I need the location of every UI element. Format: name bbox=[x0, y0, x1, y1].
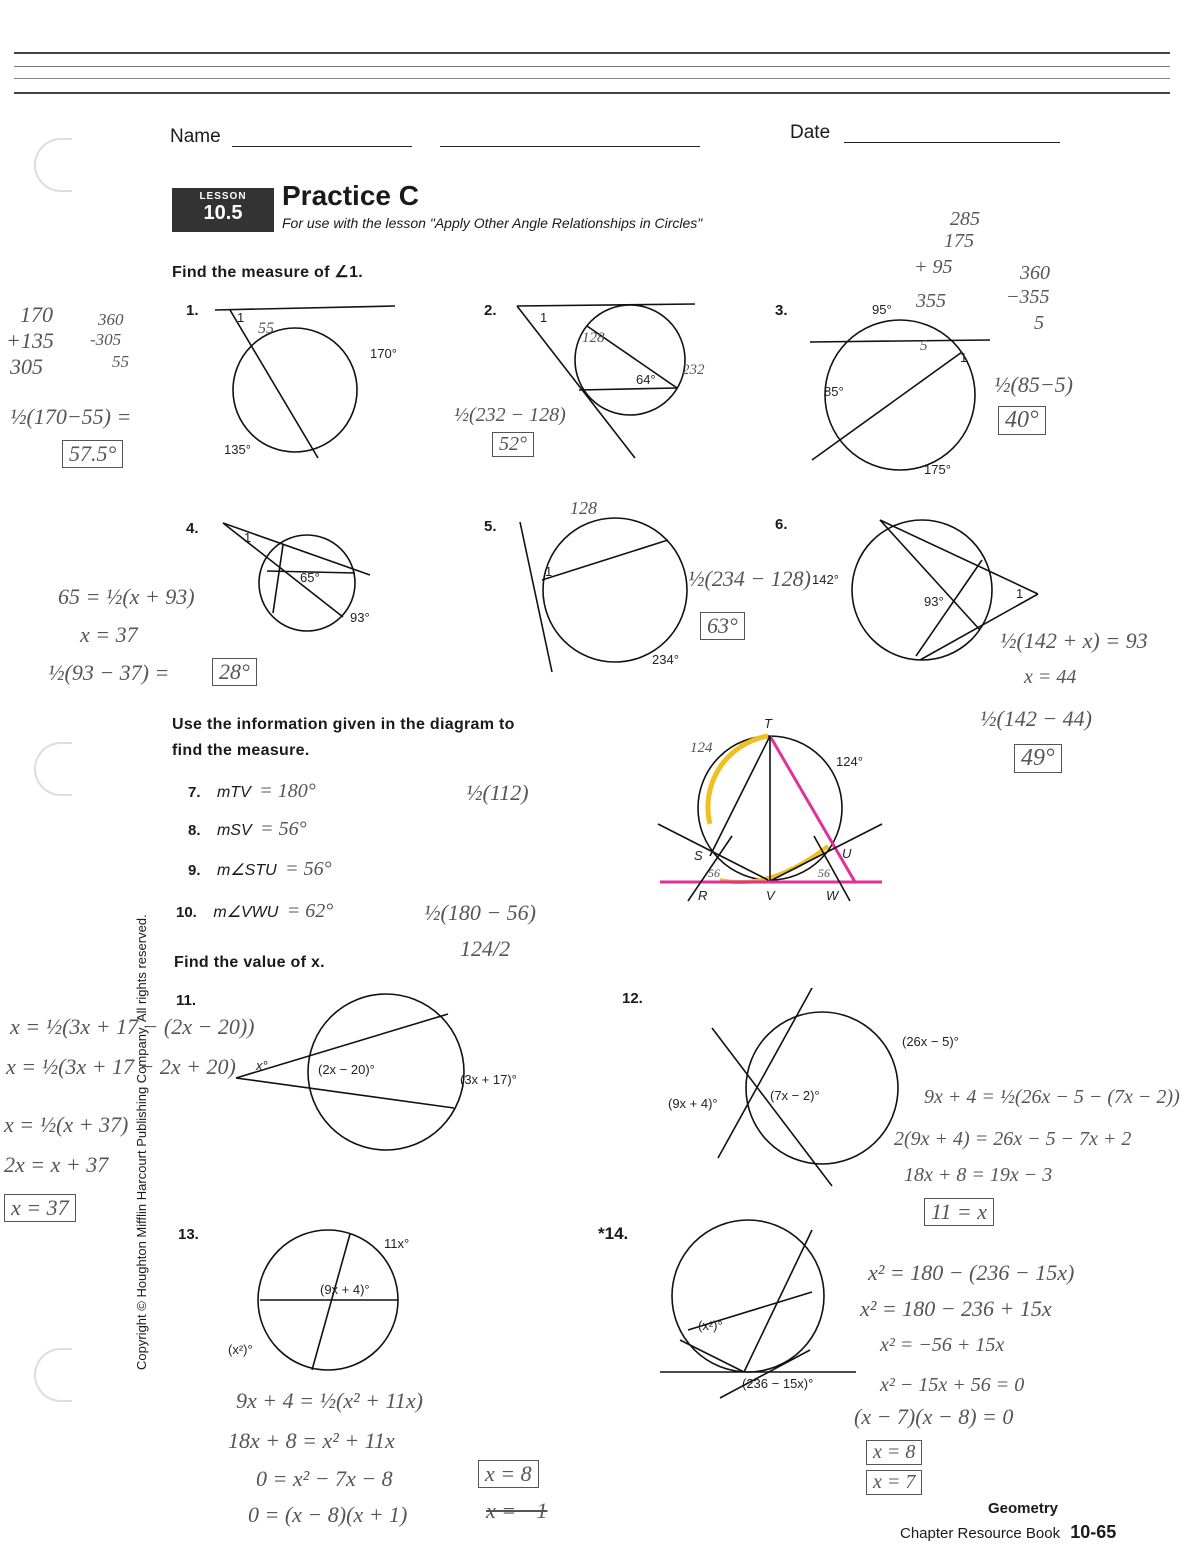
handwritten-note: +135 bbox=[6, 328, 54, 353]
handwritten-note: 9x + 4 = ½(x² + 11x) bbox=[236, 1388, 423, 1413]
handwritten-note: ½(142 + x) = 93 bbox=[1000, 628, 1148, 653]
handwritten-answer: = 62° bbox=[286, 900, 334, 922]
handwritten-note: 124 bbox=[690, 740, 713, 756]
question-number: 7. bbox=[188, 784, 201, 801]
name-field[interactable] bbox=[232, 146, 412, 147]
question-row bbox=[188, 780, 316, 803]
binder-hole bbox=[34, 138, 72, 192]
arc-label: 175° bbox=[924, 462, 951, 477]
handwritten-note: 18x + 8 = x² + 11x bbox=[228, 1428, 395, 1453]
arc-label: (7x − 2)° bbox=[770, 1088, 820, 1103]
arc-label: (x²)° bbox=[228, 1342, 253, 1357]
lesson-number: 10.5 bbox=[203, 202, 243, 224]
handwritten-note: 355 bbox=[916, 290, 946, 312]
arc-label: (2x − 20)° bbox=[318, 1062, 375, 1077]
arc-label: 95° bbox=[872, 302, 892, 317]
page-title: Practice C bbox=[282, 180, 419, 211]
handwritten-note: 128 bbox=[570, 498, 597, 518]
angle-label: 1 bbox=[545, 564, 553, 579]
arc-label: 124° bbox=[836, 754, 863, 769]
arc-label: (x²)° bbox=[698, 1318, 723, 1333]
name-label: Name bbox=[170, 126, 221, 147]
problem14-figure bbox=[660, 1210, 880, 1400]
angle-label: 1 bbox=[540, 310, 548, 325]
handwritten-answer: 40° bbox=[998, 406, 1046, 435]
question-label: mSV bbox=[216, 822, 252, 839]
page-subtitle: For use with the lesson "Apply Other Angle Relationships in Circles" bbox=[282, 215, 703, 231]
question-row bbox=[176, 900, 333, 923]
arc-label: 93° bbox=[350, 610, 370, 625]
handwritten-note: x = 37 bbox=[80, 622, 138, 647]
problem-number: 5. bbox=[484, 518, 497, 535]
angle-label: x° bbox=[256, 1058, 268, 1073]
handwritten-answer: x = 37 bbox=[4, 1194, 76, 1222]
problem-number: 1. bbox=[186, 302, 199, 319]
lesson-label: LESSON bbox=[199, 191, 247, 202]
handwritten-answer: 52° bbox=[492, 432, 534, 457]
angle-label: 1 bbox=[1016, 586, 1024, 601]
problem-number: 11. bbox=[176, 992, 197, 1009]
scan-line bbox=[14, 92, 1170, 94]
handwritten-answer: 57.5° bbox=[62, 440, 123, 468]
handwritten-note: ½(85−5) bbox=[994, 372, 1073, 397]
problem-number: 2. bbox=[484, 302, 497, 319]
section2-instruction-line2: find the measure. bbox=[172, 742, 310, 759]
handwritten-answer: 49° bbox=[1014, 744, 1062, 773]
handwritten-answer: = 56° bbox=[260, 818, 307, 840]
section2-figure bbox=[650, 716, 890, 916]
handwritten-note: ½(180 − 56) bbox=[424, 900, 536, 925]
arc-label: 135° bbox=[224, 442, 251, 457]
angle-label: 1 bbox=[244, 530, 252, 545]
handwritten-note: 5 bbox=[920, 338, 928, 354]
angle-label: 1 bbox=[960, 350, 968, 365]
handwritten-note: 9x + 4 = ½(26x − 5 − (7x − 2)) bbox=[924, 1086, 1180, 1108]
handwritten-note: −355 bbox=[1006, 286, 1050, 308]
question-label: mTV bbox=[216, 784, 251, 801]
lesson-badge bbox=[172, 188, 274, 232]
arc-label: (9x + 4)° bbox=[668, 1096, 718, 1111]
handwritten-note: 0 = x² − 7x − 8 bbox=[256, 1466, 393, 1491]
question-label: m∠VWU bbox=[213, 904, 279, 921]
problem-number: 6. bbox=[775, 516, 788, 533]
handwritten-note: x² = 180 − 236 + 15x bbox=[860, 1296, 1052, 1321]
arc-label: (9x + 4)° bbox=[320, 1282, 370, 1297]
problem-number: 3. bbox=[775, 302, 788, 319]
handwritten-note: x = ½(3x + 17 − 2x + 20) bbox=[6, 1054, 236, 1079]
section1-instruction: Find the measure of ∠1. bbox=[172, 264, 364, 281]
handwritten-note: 55 bbox=[112, 352, 129, 371]
handwritten-note: x = 44 bbox=[1024, 666, 1077, 688]
footer-book: Geometry bbox=[988, 1500, 1059, 1517]
binder-hole bbox=[34, 742, 72, 796]
handwritten-note: ½(234 − 128) bbox=[688, 566, 811, 591]
handwritten-note: 5 bbox=[1034, 312, 1044, 334]
arc-label: 170° bbox=[370, 346, 397, 361]
question-number: 8. bbox=[188, 822, 201, 839]
handwritten-note: 55 bbox=[258, 320, 274, 337]
scan-line bbox=[14, 78, 1170, 79]
footer-chapter-label: Chapter Resource Book bbox=[900, 1525, 1061, 1542]
handwritten-answer: 63° bbox=[700, 612, 745, 640]
handwritten-answer: = 180° bbox=[259, 780, 316, 802]
problem5-figure bbox=[510, 510, 710, 680]
angle-label: 1 bbox=[237, 310, 245, 325]
handwritten-note: ½(142 − 44) bbox=[980, 706, 1092, 731]
handwritten-note: 65 = ½(x + 93) bbox=[58, 584, 195, 609]
arc-label: 142° bbox=[812, 572, 839, 587]
arc-label: 234° bbox=[652, 652, 679, 667]
angle-label: 93° bbox=[924, 594, 944, 609]
handwritten-note: 0 = (x − 8)(x + 1) bbox=[248, 1502, 408, 1527]
problem-number: 13. bbox=[178, 1226, 199, 1243]
handwritten-note: 18x + 8 = 19x − 3 bbox=[904, 1164, 1053, 1186]
handwritten-note: 360 bbox=[98, 310, 124, 329]
handwritten-note: 2x = x + 37 bbox=[4, 1152, 109, 1177]
arc-label: (3x + 17)° bbox=[460, 1072, 517, 1087]
arc-label: (236 − 15x)° bbox=[742, 1376, 814, 1391]
handwritten-note: x = ½(x + 37) bbox=[4, 1112, 129, 1137]
handwritten-note: ½(232 − 128) bbox=[454, 404, 566, 426]
binder-hole bbox=[34, 1348, 72, 1402]
handwritten-note: 124/2 bbox=[460, 936, 511, 961]
date-label: Date bbox=[790, 122, 831, 143]
arc-label: 11x° bbox=[384, 1236, 410, 1251]
handwritten-answer: = 56° bbox=[285, 858, 332, 880]
question-label: m∠STU bbox=[216, 862, 277, 879]
handwritten-note: ½(170−55) = bbox=[10, 404, 132, 429]
footer-chapter bbox=[900, 1522, 1116, 1543]
handwritten-note: 305 bbox=[10, 354, 43, 379]
handwritten-note: 285 bbox=[950, 208, 980, 230]
scan-line bbox=[14, 52, 1170, 54]
handwritten-note: 360 bbox=[1020, 262, 1050, 284]
problem2-figure bbox=[505, 298, 715, 468]
point-label: T bbox=[764, 716, 772, 731]
page-number: 10-65 bbox=[1070, 1522, 1117, 1542]
copyright-notice: Copyright © Houghton Mifflin Harcourt Publishing Company. All rights reserved. bbox=[134, 914, 149, 1370]
handwritten-note: 56 bbox=[818, 866, 830, 880]
date-field[interactable] bbox=[844, 142, 1060, 143]
question-row bbox=[188, 858, 332, 881]
angle-label: 65° bbox=[300, 570, 320, 585]
angle-label: 64° bbox=[636, 372, 656, 387]
handwritten-answer: x = 8 bbox=[866, 1440, 922, 1465]
problem-number: 4. bbox=[186, 520, 199, 537]
handwritten-note: 2(9x + 4) = 26x − 5 − 7x + 2 bbox=[894, 1128, 1132, 1150]
handwritten-note: (x − 7)(x − 8) = 0 bbox=[854, 1404, 1014, 1429]
arc-label: (26x − 5)° bbox=[902, 1034, 959, 1049]
handwritten-note: x² = −56 + 15x bbox=[880, 1334, 1005, 1356]
handwritten-answer: 28° bbox=[212, 658, 257, 686]
section3-instruction: Find the value of x. bbox=[174, 954, 325, 971]
question-row bbox=[188, 818, 307, 841]
handwritten-note: 170 bbox=[20, 302, 53, 327]
handwritten-answer: x = 7 bbox=[866, 1470, 922, 1495]
point-label: S bbox=[694, 848, 703, 863]
point-label: R bbox=[698, 888, 708, 903]
handwritten-note: 175 bbox=[944, 230, 974, 252]
section2-instruction: Use the information given in the diagram to bbox=[172, 716, 515, 733]
question-number: 10. bbox=[176, 904, 197, 921]
scan-line bbox=[14, 66, 1170, 67]
handwritten-answer: x = 8 bbox=[478, 1460, 539, 1488]
point-label: W bbox=[826, 888, 839, 903]
question-number: 9. bbox=[188, 862, 201, 879]
arc-label: 85° bbox=[824, 384, 844, 399]
name-field-extension bbox=[440, 146, 700, 147]
point-label: U bbox=[842, 846, 852, 861]
handwritten-note: 128 bbox=[582, 330, 605, 346]
handwritten-note: 56 bbox=[708, 866, 720, 880]
handwritten-answer: 11 = x bbox=[924, 1198, 994, 1226]
handwritten-note: x = ½(3x + 17 − (2x − 20)) bbox=[10, 1014, 255, 1039]
handwritten-note: -305 bbox=[90, 330, 122, 349]
handwritten-note: x² = 180 − (236 − 15x) bbox=[868, 1260, 1075, 1285]
problem-number: *14. bbox=[598, 1224, 629, 1243]
problem-number: 12. bbox=[622, 990, 643, 1007]
handwritten-note: x² − 15x + 56 = 0 bbox=[880, 1374, 1025, 1396]
handwritten-note: 232 bbox=[682, 362, 705, 378]
handwritten-note: + 95 bbox=[914, 256, 953, 278]
handwritten-note: x = −1 bbox=[486, 1498, 548, 1523]
handwritten-note: ½(112) bbox=[466, 780, 529, 805]
point-label: V bbox=[766, 888, 775, 903]
handwritten-note: ½(93 − 37) = bbox=[48, 660, 170, 685]
